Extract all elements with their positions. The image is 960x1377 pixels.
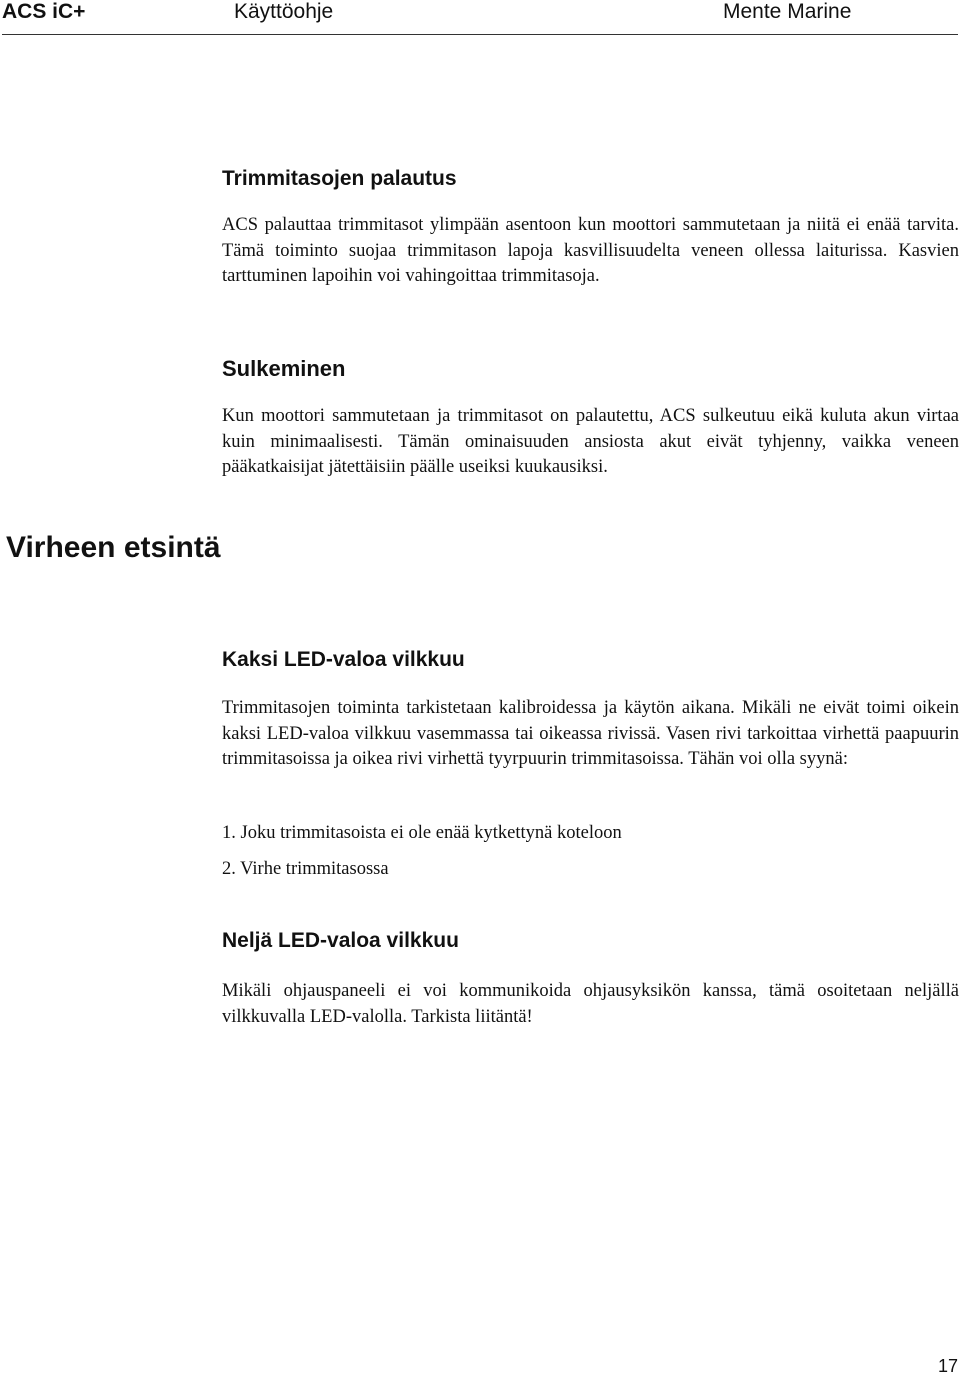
- list-item: 1. Joku trimmitasoista ei ole enää kytkettynä koteloon: [222, 823, 622, 843]
- four-leds-paragraph: Mikäli ohjauspaneeli ei voi kommunikoida ohjausyksikön kanssa, tämä osoitetaan neljällä vilkkuvalla LED-valolla. Tarkista liitäntä!: [222, 981, 959, 1027]
- header-product-name: ACS iC+: [2, 0, 86, 23]
- header-document-type: Käyttöohje: [234, 0, 334, 23]
- page-number: 17: [937, 1356, 958, 1376]
- header-divider: [2, 34, 958, 35]
- four-leds-heading: Neljä LED-valoa vilkkuu: [222, 929, 459, 952]
- shutdown-heading: Sulkeminen: [222, 356, 346, 381]
- page-header: [0, 0, 960, 36]
- trim-reset-paragraph: ACS palauttaa trimmitasot ylimpään asentoon kun moottori sammutetaan ja niitä ei enää tarvita. Tämä toiminto suojaa trimmitason lapoja kasvillisuudelta veneen ollessa laiturissa. Kasvien tarttuminen lapoihin voi vahingoittaa trimmitasoja.: [222, 215, 959, 287]
- list-item: 2. Virhe trimmitasossa: [222, 859, 389, 879]
- trim-reset-heading: Trimmitasojen palautus: [222, 167, 457, 190]
- two-leds-heading: Kaksi LED-valoa vilkkuu: [222, 648, 465, 671]
- two-leds-paragraph: Trimmitasojen toiminta tarkistetaan kalibroidessa ja käytön aikana. Mikäli ne eivät toimi oikein kaksi LED-valoa vilkkuu vasemmassa tai oikeassa rivissä. Vasen rivi tarkoittaa virhettä paapuurin trimmitasoissa ja oikea rivi virhettä tyyrpuurin trimmitasoissa. Tähän voi olla syynä:: [222, 698, 959, 770]
- header-company-name: Mente Marine: [723, 0, 852, 23]
- shutdown-paragraph: Kun moottori sammutetaan ja trimmitasot on palautettu, ACS sulkeutuu eikä kuluta akun virtaa kuin minimaalisesti. Tämän ominaisuuden ansiosta akut eivät tyhjenny, vaikka veneen pääkatkaisijat jätettäisiin päälle useiksi kuukausiksi.: [222, 406, 959, 478]
- troubleshooting-heading: Virheen etsintä: [6, 531, 221, 564]
